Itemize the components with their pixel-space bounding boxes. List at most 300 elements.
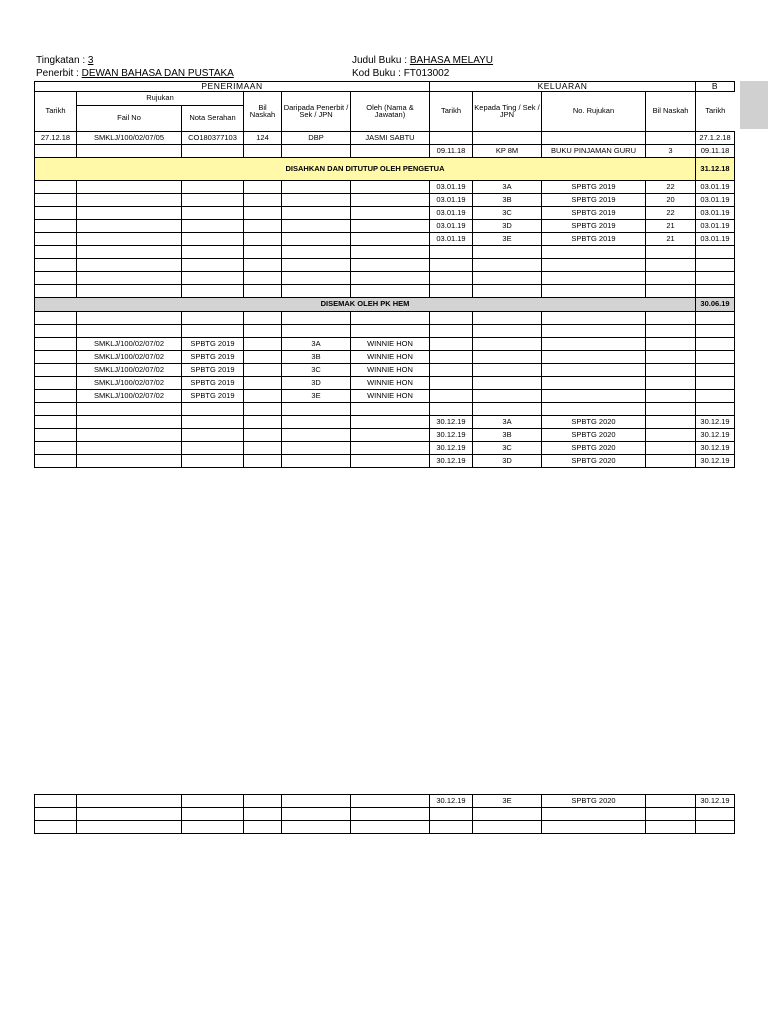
table-cell [646,131,696,144]
penerbit-field [36,68,234,79]
table-cell [473,389,542,402]
table-cell: 03.01.19 [430,180,473,193]
table-row [35,311,735,324]
table-cell [182,245,244,258]
table-cell [182,415,244,428]
table-cell [646,808,696,821]
penerbit-value: DEWAN BAHASA DAN PUSTAKA [81,68,234,79]
table-cell: WINNIE HON [351,350,430,363]
table-cell [244,376,282,389]
table-cell: 22 [646,180,696,193]
table-cell [244,415,282,428]
col-tarikh: Tarikh [35,91,77,131]
table-cell: 30.12.19 [430,454,473,467]
keluaran-header: KELUARAN [430,82,696,92]
table-cell [35,363,77,376]
table-row [35,180,735,193]
table-cell: 3B [473,428,542,441]
table-cell: 3 [646,144,696,157]
kod-value: FT013002 [403,68,450,79]
table-cell [182,441,244,454]
table-cell [77,144,182,157]
table-cell [182,180,244,193]
table-cell [542,350,646,363]
table-row [35,363,735,376]
table-cell: SPBTG 2019 [182,376,244,389]
table-cell [473,324,542,337]
table-cell [282,454,351,467]
table-cell [244,324,282,337]
table-row [35,808,735,821]
table-cell: SPBTG 2020 [542,441,646,454]
banner2-date: 30.06.19 [696,297,735,311]
table-cell [35,821,77,834]
table-cell [696,363,735,376]
table-cell [77,821,182,834]
tingkatan-value: 3 [87,55,94,66]
table-cell [696,389,735,402]
table-cell [282,795,351,808]
table-cell [430,376,473,389]
table-row [35,206,735,219]
table-cell [35,284,77,297]
sheet-edge-block [740,81,768,129]
col-kepada: Kepada Ting / Sek / JPN [473,91,542,131]
table-cell [77,232,182,245]
table-row [35,415,735,428]
table-cell: SPBTG 2019 [182,337,244,350]
table-cell [473,821,542,834]
col-fail-no: Fail No [77,105,182,131]
table-cell [182,271,244,284]
table-cell: 30.12.19 [430,428,473,441]
col-k-bil-naskah: Bil Naskah [646,91,696,131]
table-cell [244,363,282,376]
table-cell: 03.01.19 [696,232,735,245]
tingkatan-field [36,55,93,66]
table-cell: 30.12.19 [696,428,735,441]
table-cell [244,271,282,284]
table-cell [646,415,696,428]
table-cell [473,376,542,389]
table-row [35,795,735,808]
table-cell [473,311,542,324]
table-row [35,232,735,245]
table-cell [542,808,646,821]
table-cell: WINNIE HON [351,389,430,402]
table-cell [35,311,77,324]
table-cell [351,284,430,297]
table-cell: 3A [473,415,542,428]
table-cell [646,428,696,441]
table-cell [35,144,77,157]
banner2-row [35,297,735,311]
table-cell [282,258,351,271]
table-row [35,350,735,363]
table-cell: 03.01.19 [430,219,473,232]
table-cell [77,206,182,219]
table-row [35,245,735,258]
table-cell [182,258,244,271]
table-cell [35,206,77,219]
table-cell: SPBTG 2019 [542,219,646,232]
table-cell [35,795,77,808]
banner1-row [35,157,735,180]
banner1-date: 31.12.18 [696,157,735,180]
table-cell: 30.12.19 [696,415,735,428]
table-cell [244,402,282,415]
table-cell [542,389,646,402]
table-cell [430,245,473,258]
table-cell [646,350,696,363]
table-cell [77,808,182,821]
table-cell [35,389,77,402]
table-cell: 09.11.18 [430,144,473,157]
table-cell [542,821,646,834]
table-cell: JASMI SABTU [351,131,430,144]
table-cell [430,258,473,271]
table-cell [430,324,473,337]
table-cell [182,808,244,821]
table-cell [35,415,77,428]
table-cell [430,350,473,363]
table-cell: 30.12.19 [430,415,473,428]
table-cell: 3C [282,363,351,376]
table-cell: BUKU PINJAMAN GURU [542,144,646,157]
table-cell [473,350,542,363]
table-cell [77,795,182,808]
table-cell [77,402,182,415]
table-cell: 3A [473,180,542,193]
ledger-table [34,81,735,468]
table-cell [244,206,282,219]
table-cell: SPBTG 2019 [182,389,244,402]
table-cell [430,389,473,402]
table-cell [696,271,735,284]
ledger-table-continued [34,794,735,834]
table-cell [35,258,77,271]
table-cell [182,821,244,834]
table-cell [244,193,282,206]
table-cell [351,795,430,808]
table-cell [696,376,735,389]
table-cell [182,193,244,206]
table-cell [542,131,646,144]
table-cell [646,337,696,350]
table-cell [351,206,430,219]
table-cell [542,324,646,337]
table-cell [696,821,735,834]
table-cell [77,428,182,441]
table-cell [542,258,646,271]
table-cell [244,284,282,297]
table-cell [473,284,542,297]
table-cell [351,441,430,454]
table-cell: SMKLJ/100/02/07/02 [77,363,182,376]
table-cell [646,454,696,467]
table-cell [35,402,77,415]
judul-field [352,55,493,66]
table-cell: SPBTG 2019 [182,350,244,363]
table-cell [646,311,696,324]
table-row [35,144,735,157]
table-cell [282,311,351,324]
table-cell: SPBTG 2019 [542,193,646,206]
table-row [35,454,735,467]
table-cell [646,795,696,808]
col-rujukan: Rujukan [77,91,244,105]
table-cell [244,821,282,834]
table-cell [282,324,351,337]
table-cell [351,232,430,245]
table-cell [244,389,282,402]
table-cell [351,454,430,467]
table-cell [77,245,182,258]
table-cell [351,144,430,157]
table-cell [473,363,542,376]
table-cell [473,402,542,415]
table-cell [542,284,646,297]
table-cell: 27.1.2.18 [696,131,735,144]
table-cell [430,337,473,350]
table-cell [282,245,351,258]
table-cell [473,131,542,144]
table-cell [244,428,282,441]
table-cell [351,402,430,415]
table-row [35,324,735,337]
table-cell [430,808,473,821]
tingkatan-label: Tingkatan : [36,55,86,66]
table-cell [35,271,77,284]
table-cell [77,441,182,454]
table-cell [244,144,282,157]
table-cell [282,271,351,284]
table-cell [430,311,473,324]
table-cell [646,376,696,389]
table-cell [244,180,282,193]
table-cell [542,402,646,415]
table-cell: 30.12.19 [696,441,735,454]
table-cell [77,415,182,428]
table-cell [351,258,430,271]
table-cell [244,337,282,350]
table-cell [35,454,77,467]
table-cell [35,441,77,454]
table-cell: 03.01.19 [696,219,735,232]
table-cell [282,415,351,428]
banner1-text: DISAHKAN DAN DITUTUP OLEH PENGETUA [35,157,696,180]
table-row [35,193,735,206]
table-cell: 124 [244,131,282,144]
table-cell: 09.11.18 [696,144,735,157]
table-cell: 3C [473,206,542,219]
table-cell [282,821,351,834]
table-cell: 03.01.19 [430,193,473,206]
table-cell [35,219,77,232]
judul-label: Judul Buku : [352,55,408,66]
table-cell: SPBTG 2019 [542,180,646,193]
col-oleh: Oleh (Nama & Jawatan) [351,91,430,131]
table-cell [646,271,696,284]
table-cell: SPBTG 2020 [542,428,646,441]
table-cell [646,821,696,834]
table-row [35,376,735,389]
table-cell [77,454,182,467]
table-cell [282,402,351,415]
table-cell: 03.01.19 [696,180,735,193]
table-cell [77,180,182,193]
table-cell: SMKLJ/100/02/07/05 [77,131,182,144]
table-row [35,402,735,415]
table-cell: KP 8M [473,144,542,157]
table-cell [77,271,182,284]
col-k-tarikh: Tarikh [430,91,473,131]
table-cell: 3D [282,376,351,389]
table-cell [282,180,351,193]
table-cell: DBP [282,131,351,144]
table-cell: SMKLJ/100/02/07/02 [77,337,182,350]
table-cell: SMKLJ/100/02/07/02 [77,389,182,402]
table-cell: 30.12.19 [430,795,473,808]
table-cell [244,795,282,808]
table-cell [282,193,351,206]
table-cell [182,428,244,441]
table-cell: 21 [646,219,696,232]
table-cell [696,311,735,324]
table-cell [35,324,77,337]
table-cell [696,350,735,363]
col-b-tarikh: Tarikh [696,91,735,131]
table-cell [646,258,696,271]
table-cell [282,219,351,232]
table-row [35,131,735,144]
col-daripada: Daripada Penerbit / Sek / JPN [282,91,351,131]
table-cell [351,821,430,834]
table-cell [77,258,182,271]
table-cell: WINNIE HON [351,376,430,389]
table-cell [182,795,244,808]
table-cell [282,206,351,219]
table-cell [244,258,282,271]
table-cell [646,441,696,454]
table-cell [244,245,282,258]
table-cell [430,363,473,376]
table-cell [182,206,244,219]
table-cell: 3E [282,389,351,402]
col-bil-naskah: Bil Naskah [244,91,282,131]
table-cell [77,284,182,297]
table-row [35,219,735,232]
table-cell [182,284,244,297]
table-row [35,337,735,350]
table-cell [35,193,77,206]
table-cell [473,271,542,284]
table-cell: 3D [473,219,542,232]
table-cell [542,376,646,389]
table-cell [351,324,430,337]
col-nota-serahan: Nota Serahan [182,105,244,131]
table-cell [351,415,430,428]
table-cell [351,311,430,324]
table-cell: 03.01.19 [696,206,735,219]
table-cell [696,337,735,350]
table-cell [282,284,351,297]
judul-value: BAHASA MELAYU [409,55,494,66]
table-cell [430,402,473,415]
table-cell [646,284,696,297]
banner2-text: DISEMAK OLEH PK HEM [35,297,696,311]
table-cell [182,324,244,337]
table-cell [244,311,282,324]
table-cell [696,402,735,415]
table-cell: 3E [473,232,542,245]
table-cell [35,428,77,441]
table-cell: 03.01.19 [696,193,735,206]
table-cell: SMKLJ/100/02/07/02 [77,376,182,389]
table-cell: 3A [282,337,351,350]
table-cell: SPBTG 2020 [542,415,646,428]
table-cell: WINNIE HON [351,363,430,376]
table-cell [542,311,646,324]
penerimaan-header: PENERIMAAN [35,82,430,92]
penerbit-label: Penerbit : [36,68,79,79]
table-cell [696,284,735,297]
table-cell [696,245,735,258]
table-cell [182,402,244,415]
table-cell [182,232,244,245]
table-cell: SMKLJ/100/02/07/02 [77,350,182,363]
table-cell [282,428,351,441]
table-cell [244,350,282,363]
table-cell [182,144,244,157]
table-cell: 30.12.19 [696,795,735,808]
table-cell [542,245,646,258]
table-cell [282,808,351,821]
table-cell [430,271,473,284]
b-header: B [696,82,735,92]
table-cell [542,337,646,350]
table-cell [430,821,473,834]
table-cell [35,232,77,245]
table-cell [473,258,542,271]
table-cell: 21 [646,232,696,245]
table-cell: 3D [473,454,542,467]
table-cell: 3B [282,350,351,363]
table-cell [351,428,430,441]
table-cell [77,311,182,324]
table-cell: WINNIE HON [351,337,430,350]
table-cell [182,454,244,467]
table-cell [35,808,77,821]
table-cell: SPBTG 2019 [542,232,646,245]
table-cell [646,389,696,402]
table-cell [77,324,182,337]
kod-label: Kod Buku : [352,68,401,79]
table-cell: 3B [473,193,542,206]
table-cell: SPBTG 2019 [182,363,244,376]
table-cell [646,324,696,337]
table-cell [473,245,542,258]
table-cell [182,219,244,232]
table-cell: CO180377103 [182,131,244,144]
table-row [35,271,735,284]
table-cell: SPBTG 2020 [542,795,646,808]
table-cell [473,808,542,821]
table-row [35,258,735,271]
table-cell [244,232,282,245]
table-cell [35,376,77,389]
table-cell [282,144,351,157]
